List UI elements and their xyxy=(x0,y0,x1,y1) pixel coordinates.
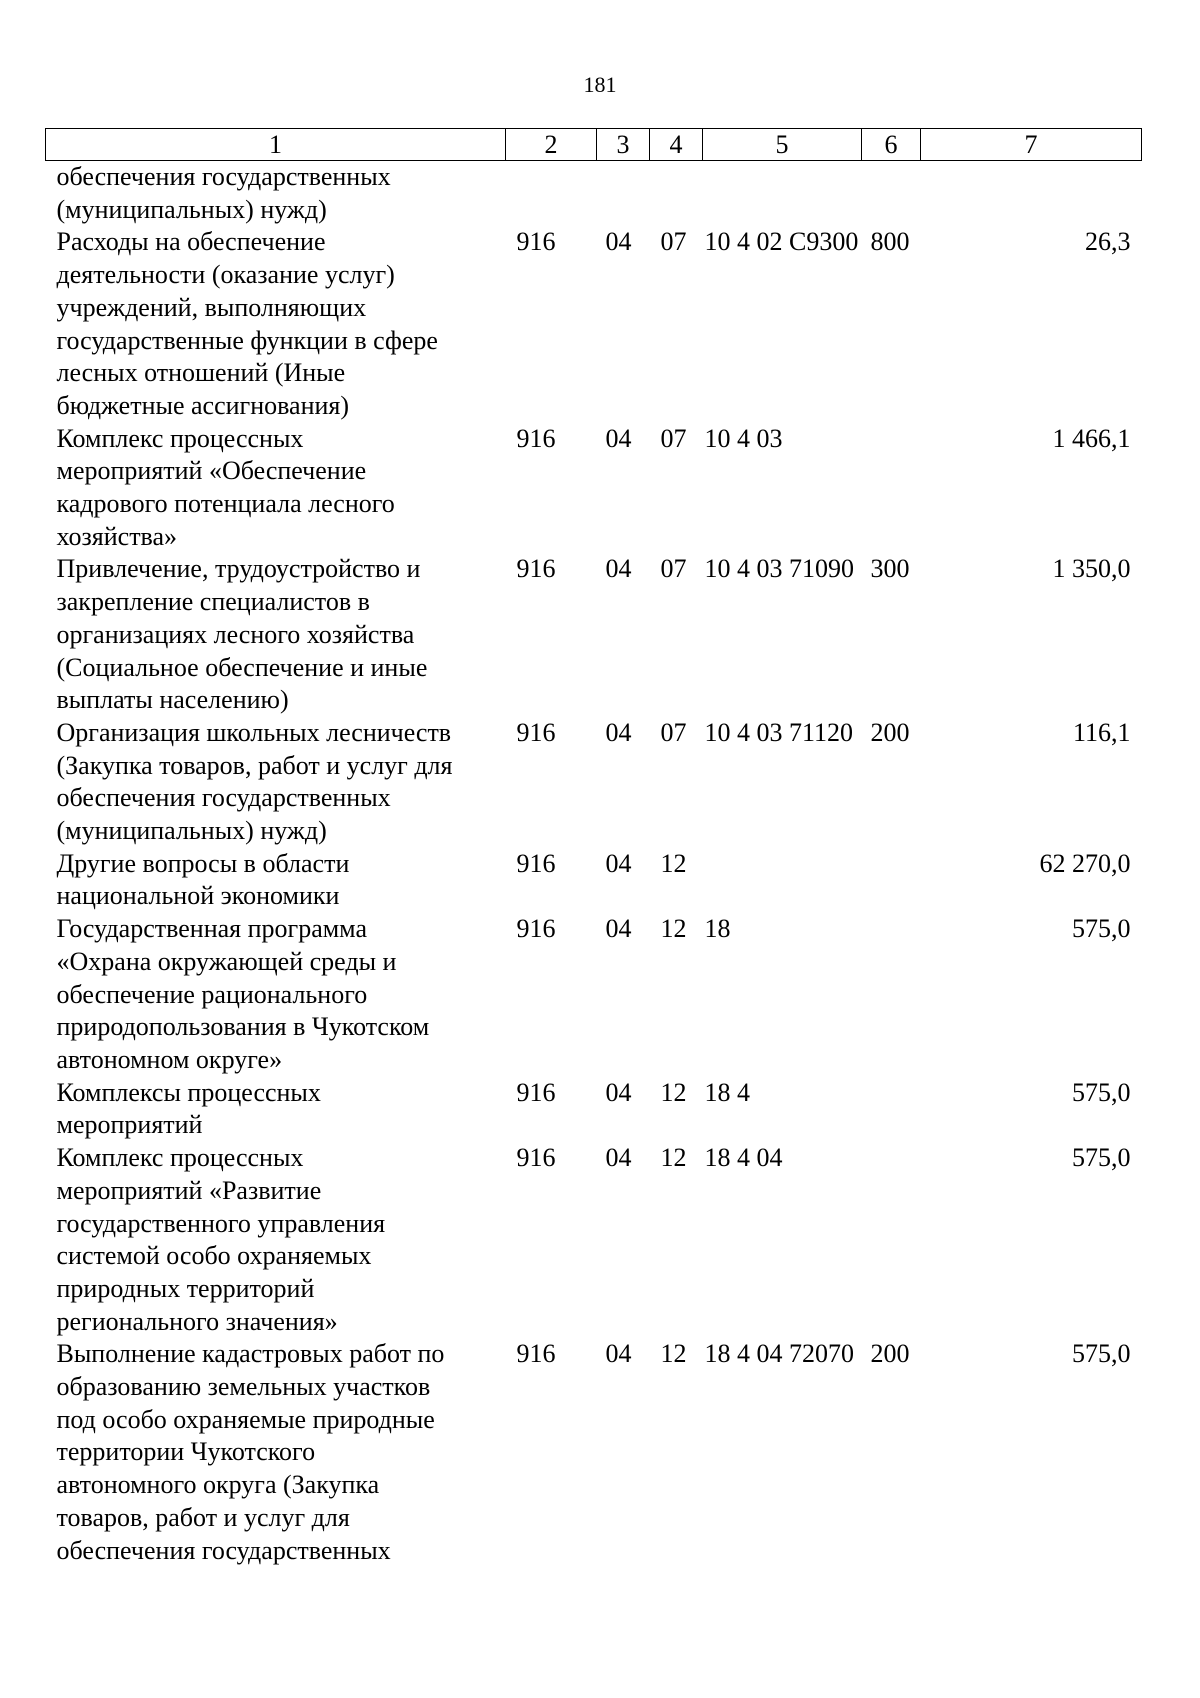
item-name-cell xyxy=(46,1142,506,1338)
section-code-cell: 04 xyxy=(605,554,632,584)
item-name-line: Расходы на обеспечение xyxy=(56,227,326,257)
section-code-cell: 04 xyxy=(605,717,632,747)
table-row xyxy=(46,1077,1142,1142)
amount-cell: 575,0 xyxy=(1072,1143,1131,1173)
admin-code-cell: 916 xyxy=(516,914,556,944)
item-name-line: закрепление специалистов в xyxy=(56,587,370,617)
item-name-line: товаров, работ и услуг для xyxy=(56,1502,350,1532)
item-name-line: хозяйства» xyxy=(56,521,178,551)
item-name-line: мероприятий «Развитие xyxy=(56,1175,322,1205)
column-header: 6 xyxy=(862,129,921,161)
page-number: 181 xyxy=(583,72,617,97)
expense-type-cell xyxy=(862,1077,921,1142)
item-name-cell xyxy=(46,553,506,717)
item-name-line: природопользования в Чукотском xyxy=(56,1012,430,1042)
column-header: 5 xyxy=(703,129,862,161)
item-name-line: учреждений, выполняющих xyxy=(56,292,367,322)
admin-code-cell xyxy=(506,161,597,227)
item-name-line: регионального значения» xyxy=(56,1306,338,1336)
section-code-cell: 04 xyxy=(605,1077,632,1107)
target-article-cell: 10 4 03 71120 xyxy=(704,717,854,747)
item-name-line: Государственная программа xyxy=(56,914,368,944)
item-name-line: системой особо охраняемых xyxy=(56,1241,372,1271)
table-row xyxy=(46,553,1142,717)
subsection-code-cell: 07 xyxy=(660,423,687,453)
column-header: 3 xyxy=(597,129,650,161)
expense-type-cell xyxy=(862,423,921,554)
expense-type-cell: 800 xyxy=(870,227,910,257)
section-code-cell: 04 xyxy=(605,848,632,878)
item-name-line: обеспечения государственных xyxy=(56,783,391,813)
table-body xyxy=(46,161,1142,1568)
item-name-line: (Закупка товаров, работ и услуг для xyxy=(56,750,453,780)
amount-cell xyxy=(921,161,1142,227)
table-row xyxy=(46,1338,1142,1567)
expense-type-cell: 300 xyxy=(870,554,910,584)
item-name-cell xyxy=(46,161,506,227)
subsection-code-cell: 12 xyxy=(660,1143,687,1173)
subsection-code-cell: 07 xyxy=(660,554,687,584)
admin-code-cell: 916 xyxy=(516,423,556,453)
item-name-line: обеспечения государственных xyxy=(56,162,391,191)
item-name-line: лесных отношений (Иные xyxy=(56,358,346,388)
admin-code-cell: 916 xyxy=(516,554,556,584)
item-name-line: Выполнение кадастровых работ по xyxy=(56,1339,445,1369)
table-row xyxy=(46,717,1142,848)
item-name-line: кадрового потенциала лесного xyxy=(56,489,395,519)
item-name-line: автономного округа (Закупка xyxy=(56,1470,380,1500)
target-article-cell xyxy=(703,848,862,913)
item-name-cell xyxy=(46,717,506,848)
column-header: 1 xyxy=(46,129,506,161)
admin-code-cell: 916 xyxy=(516,848,556,878)
item-name-line: «Охрана окружающей среды и xyxy=(56,946,397,976)
item-name-line: (муниципальных) нужд) xyxy=(56,816,327,846)
target-article-cell: 10 4 02 С9300 xyxy=(704,227,859,257)
amount-cell: 575,0 xyxy=(1072,1339,1131,1369)
item-name-line: выплаты населению) xyxy=(56,685,289,715)
target-article-cell: 10 4 03 xyxy=(704,423,783,453)
item-name-cell xyxy=(46,226,506,422)
amount-cell: 575,0 xyxy=(1072,1077,1131,1107)
admin-code-cell: 916 xyxy=(516,1339,556,1369)
item-name-line: национальной экономики xyxy=(56,881,340,911)
item-name-cell xyxy=(46,1077,506,1142)
table-row xyxy=(46,161,1142,227)
amount-cell: 1 466,1 xyxy=(1052,423,1131,453)
table-row xyxy=(46,423,1142,554)
table-row xyxy=(46,848,1142,913)
item-name-line: Комплекс процессных xyxy=(56,1143,304,1173)
admin-code-cell: 916 xyxy=(516,717,556,747)
item-name-line: Комплексы процессных xyxy=(56,1077,321,1107)
item-name-cell xyxy=(46,913,506,1077)
subsection-code-cell: 12 xyxy=(660,848,687,878)
item-name-line: природных территорий xyxy=(56,1273,315,1303)
table-row xyxy=(46,1142,1142,1338)
subsection-code-cell: 07 xyxy=(660,227,687,257)
item-name-line: Привлечение, трудоустройство и xyxy=(56,554,421,584)
subsection-code-cell: 12 xyxy=(660,914,687,944)
expense-type-cell: 200 xyxy=(870,1339,910,1369)
item-name-line: обеспечения государственных xyxy=(56,1535,391,1565)
item-name-line: обеспечение рационального xyxy=(56,979,368,1009)
section-code-cell: 04 xyxy=(605,1339,632,1369)
admin-code-cell: 916 xyxy=(516,227,556,257)
item-name-line: территории Чукотского xyxy=(56,1437,316,1467)
column-header: 4 xyxy=(650,129,703,161)
expense-type-cell: 200 xyxy=(870,717,910,747)
item-name-line: мероприятий «Обеспечение xyxy=(56,456,367,486)
item-name-line: деятельности (оказание услуг) xyxy=(56,260,395,290)
item-name-line: государственные функции в сфере xyxy=(56,325,438,355)
item-name-cell xyxy=(46,848,506,913)
admin-code-cell: 916 xyxy=(516,1077,556,1107)
subsection-code-cell: 07 xyxy=(660,717,687,747)
expense-type-cell xyxy=(862,1142,921,1338)
section-code-cell: 04 xyxy=(605,1143,632,1173)
section-code-cell: 04 xyxy=(605,914,632,944)
item-name-cell xyxy=(46,423,506,554)
section-code-cell xyxy=(597,161,650,227)
item-name-line: (Социальное обеспечение и иные xyxy=(56,652,428,682)
subsection-code-cell: 12 xyxy=(660,1077,687,1107)
table-row xyxy=(46,913,1142,1077)
item-name-line: под особо охраняемые природные xyxy=(56,1404,435,1434)
item-name-cell xyxy=(46,1338,506,1567)
target-article-cell xyxy=(703,161,862,227)
amount-cell: 575,0 xyxy=(1072,914,1131,944)
table-row xyxy=(46,226,1142,422)
target-article-cell: 18 xyxy=(704,914,731,944)
item-name-line: образованию земельных участков xyxy=(56,1372,431,1402)
target-article-cell: 18 4 04 72070 xyxy=(704,1339,854,1369)
item-name-line: государственного управления xyxy=(56,1208,386,1238)
item-name-line: (муниципальных) нужд) xyxy=(56,194,327,224)
column-header: 7 xyxy=(921,129,1142,161)
expense-type-cell xyxy=(862,848,921,913)
target-article-cell: 10 4 03 71090 xyxy=(704,554,854,584)
subsection-code-cell: 12 xyxy=(660,1339,687,1369)
amount-cell: 1 350,0 xyxy=(1052,554,1131,584)
item-name-line: Другие вопросы в области xyxy=(56,848,350,878)
item-name-line: автономном округе» xyxy=(56,1044,283,1074)
item-name-line: организациях лесного хозяйства xyxy=(56,619,415,649)
subsection-code-cell xyxy=(650,161,703,227)
budget-table xyxy=(45,128,1142,1567)
section-code-cell: 04 xyxy=(605,423,632,453)
item-name-line: мероприятий xyxy=(56,1110,203,1140)
amount-cell: 116,1 xyxy=(1072,717,1131,747)
section-code-cell: 04 xyxy=(605,227,632,257)
admin-code-cell: 916 xyxy=(516,1143,556,1173)
amount-cell: 26,3 xyxy=(1085,227,1131,257)
target-article-cell: 18 4 xyxy=(704,1077,750,1107)
table-header-row xyxy=(46,129,1142,161)
item-name-line: Комплекс процессных xyxy=(56,423,304,453)
amount-cell: 62 270,0 xyxy=(1039,848,1131,878)
expense-type-cell xyxy=(862,913,921,1077)
item-name-line: бюджетные ассигнования) xyxy=(56,390,350,420)
column-header: 2 xyxy=(506,129,597,161)
expense-type-cell xyxy=(862,161,921,227)
item-name-line: Организация школьных лесничеств xyxy=(56,717,452,747)
target-article-cell: 18 4 04 xyxy=(704,1143,783,1173)
